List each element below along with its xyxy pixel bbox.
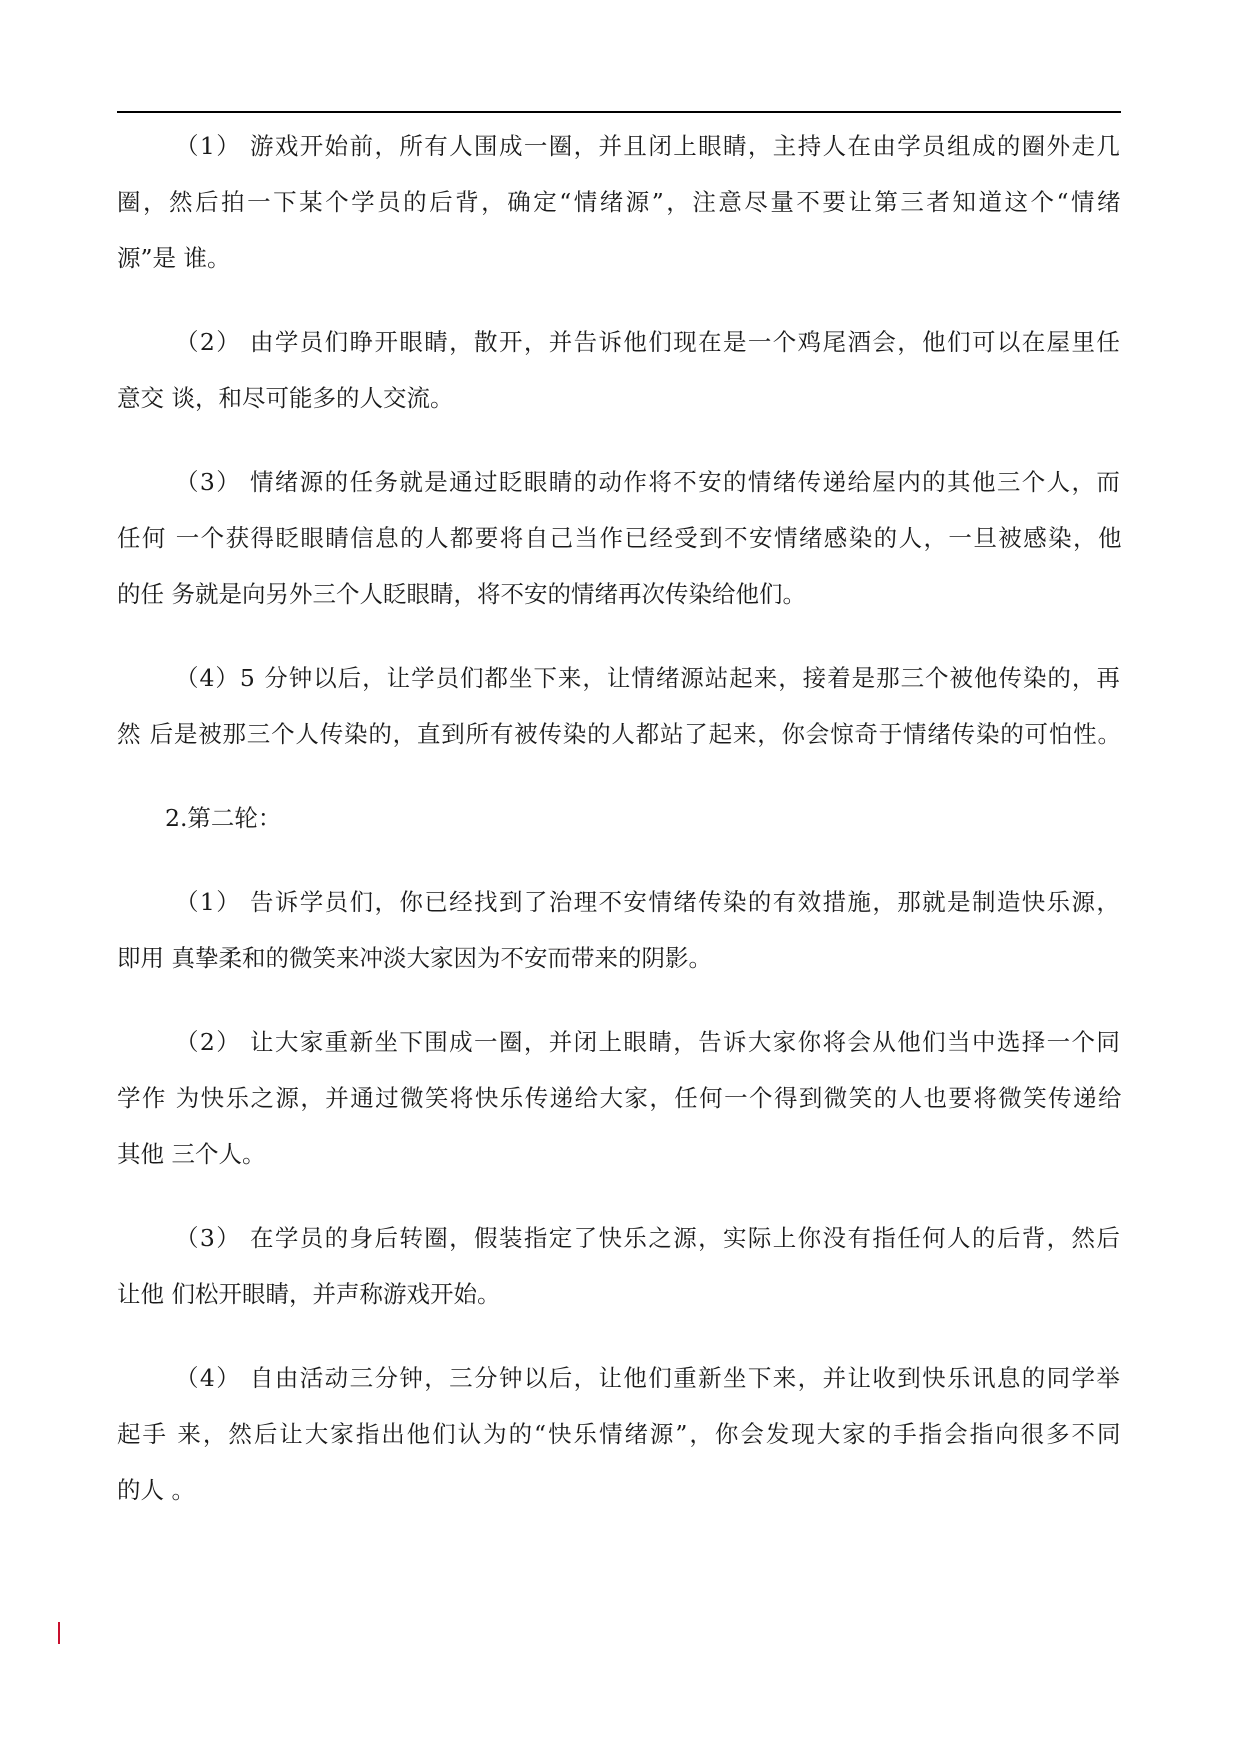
text-line: 任何 一个获得眨眼睛信息的人都要将自己当作已经受到不安情绪感染的人，一旦被感染，他	[117, 524, 1123, 552]
text-line: （2） 让大家重新坐下围成一圈，并闭上眼睛，告诉大家你将会从他们当中选择一个同	[175, 1028, 1122, 1056]
text-line: 然 后是被那三个人传染的，直到所有被传染的人都站了起来，你会惊奇于情绪传染的可怕性。	[117, 720, 1122, 748]
margin-mark	[58, 1622, 60, 1644]
text-line: 起手 来，然后让大家指出他们认为的“快乐情绪源”，你会发现大家的手指会指向很多不同	[117, 1420, 1123, 1448]
text-line: （2） 由学员们睁开眼睛，散开，并告诉他们现在是一个鸡尾酒会，他们可以在屋里任	[175, 328, 1122, 356]
text-line: 即用 真挚柔和的微笑来冲淡大家因为不安而带来的阴影。	[117, 944, 712, 972]
section-heading: 2.第二轮：	[165, 804, 282, 832]
text-line: 的人 。	[117, 1476, 195, 1504]
text-line: （4） 自由活动三分钟，三分钟以后，让他们重新坐下来，并让收到快乐讯息的同学举	[175, 1364, 1122, 1392]
text-line: （3） 情绪源的任务就是通过眨眼睛的动作将不安的情绪传递给屋内的其他三个人，而	[175, 468, 1122, 496]
text-line: （3） 在学员的身后转圈，假装指定了快乐之源，实际上你没有指任何人的后背，然后	[175, 1224, 1122, 1252]
text-line: （4）5 分钟以后，让学员们都坐下来，让情绪源站起来，接着是那三个被他传染的，再	[175, 664, 1121, 692]
text-line: 其他 三个人。	[117, 1140, 266, 1168]
header-rule	[117, 111, 1121, 113]
text-line: （1） 告诉学员们，你已经找到了治理不安情绪传染的有效措施，那就是制造快乐源，	[175, 888, 1122, 916]
text-line: 圈，然后拍一下某个学员的后背，确定“情绪源”，注意尽量不要让第三者知道这个“情绪	[117, 188, 1124, 216]
text-line: 的任 务就是向另外三个人眨眼睛，将不安的情绪再次传染给他们。	[117, 580, 806, 608]
text-line: 学作 为快乐之源，并通过微笑将快乐传递给大家，任何一个得到微笑的人也要将微笑传递给	[117, 1084, 1123, 1112]
text-line: 意交 谈，和尽可能多的人交流。	[117, 384, 454, 412]
text-line: （1） 游戏开始前，所有人围成一圈，并且闭上眼睛，主持人在由学员组成的圈外走几	[175, 132, 1122, 160]
text-line: 让他 们松开眼睛，并声称游戏开始。	[117, 1280, 501, 1308]
text-line: 源”是 谁。	[117, 244, 231, 272]
